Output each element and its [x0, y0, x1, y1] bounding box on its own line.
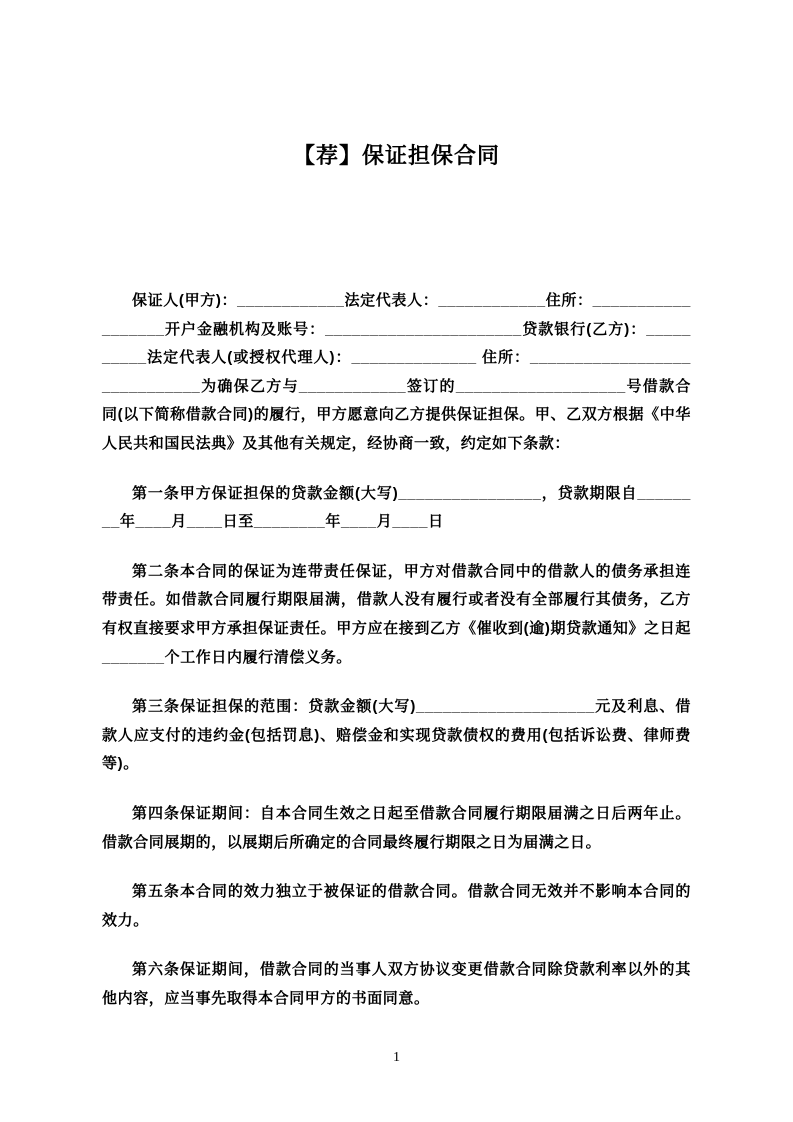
- paragraph-clause-1: 第一条甲方保证担保的贷款金额(大写)________________，贷款期限自________年____月____日至________年____月____日: [102, 484, 691, 531]
- document-body: [102, 287, 691, 1013]
- page-number: 1: [393, 1050, 400, 1065]
- paragraph-clause-6: 第六条保证期间，借款合同的当事人双方协议变更借款合同除贷款利率以外的其他内容，应当事先取得本合同甲方的书面同意。: [102, 961, 691, 1007]
- document-title: 【荐】保证担保合同: [292, 143, 500, 168]
- paragraph-clause-2: 第二条本合同的保证为连带责任保证，甲方对借款合同中的借款人的债务承担连带责任。如借款合同履行期限届满，借款人没有履行或者没有全部履行其债务，乙方有权直接要求甲方承担保证责任。甲方应在接到乙方《催收到(逾)期贷款通知》之日起_______个工作日内履行清偿义务。: [102, 562, 691, 666]
- paragraph-clause-3: 第三条保证担保的范围：贷款金额(大写)____________________元及利息、借款人应支付的违约金(包括罚息)、赔偿金和实现贷款债权的费用(包括诉讼费、律师费等)。: [102, 698, 691, 773]
- paragraph-parties: 保证人(甲方)：____________法定代表人：____________住所：__________________开户金融机构及账号：______________________贷款银行(乙方)：__________法定代表人(或授权代理人)：______________ 住所：_____________________________为确保乙方与____________签订的___________________号借款合同(以下简称借款合同)的履行，甲方愿意向乙方提供保证担保。甲、乙双方根据《中华人民共和国民法典》及其他有关规定，经协商一致，约定如下条款：: [102, 292, 691, 452]
- paragraph-clause-5: 第五条本合同的效力独立于被保证的借款合同。借款合同无效并不影响本合同的效力。: [102, 883, 691, 929]
- paragraph-clause-4: 第四条保证期间：自本合同生效之日起至借款合同履行期限届满之日后两年止。借款合同展期的，以展期后所确定的合同最终履行期限之日为届满之日。: [102, 804, 691, 851]
